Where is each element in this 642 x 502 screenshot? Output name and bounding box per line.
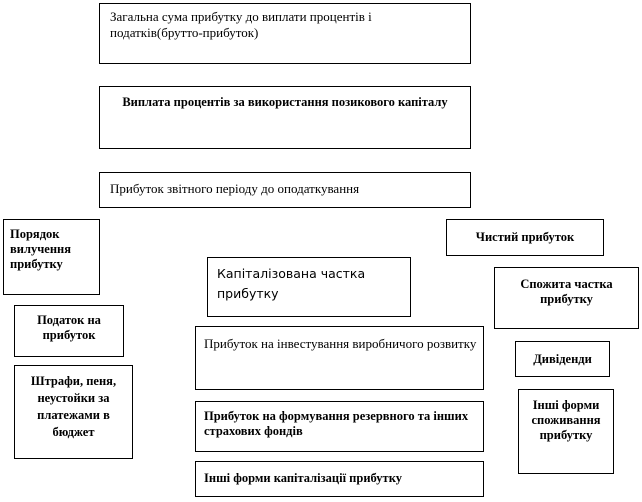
investment-profit-label: Прибуток на інвестування виробничого розвитку	[204, 336, 477, 351]
interest-payment-box	[99, 86, 471, 149]
gross-profit-box	[99, 3, 471, 64]
consumed-part-label: Спожита частка прибутку	[520, 277, 613, 306]
pretax-profit-box	[99, 172, 471, 208]
withdrawal-order-label: Порядок вилучення прибутку	[10, 227, 71, 271]
other-consumption-box	[518, 389, 614, 474]
fines-box	[14, 365, 133, 459]
investment-profit-box	[195, 326, 484, 390]
capitalized-part-label: Капіталізована частка прибутку	[217, 266, 366, 301]
other-consumption-label: Інші форми споживання прибутку	[531, 398, 601, 442]
consumed-part-box	[494, 267, 639, 329]
pretax-profit-label: Прибуток звітного періоду до оподаткування	[110, 181, 360, 196]
income-tax-box	[14, 305, 124, 357]
net-profit-box	[446, 219, 604, 256]
income-tax-label: Податок на прибуток	[37, 313, 101, 342]
fines-label: Штрафи, пеня, неустойки за платежами в бюджет	[30, 374, 117, 439]
capitalized-part-box	[207, 257, 411, 317]
reserve-funds-label: Прибуток на формування резервного та інших страхових фондів	[204, 409, 469, 438]
other-capitalization-label: Інші форми капіталізації прибутку	[204, 471, 402, 485]
dividends-label: Дивіденди	[533, 352, 592, 366]
interest-payment-label: Виплата процентів за використання позикового капіталу	[122, 95, 448, 109]
reserve-funds-box	[195, 401, 484, 452]
withdrawal-order-box	[3, 219, 100, 295]
other-capitalization-box	[195, 461, 484, 497]
net-profit-label: Чистий прибуток	[475, 230, 575, 244]
dividends-box	[515, 341, 610, 377]
gross-profit-label: Загальна сума прибутку до виплати процентів і податків(брутто-прибуток)	[110, 9, 372, 40]
